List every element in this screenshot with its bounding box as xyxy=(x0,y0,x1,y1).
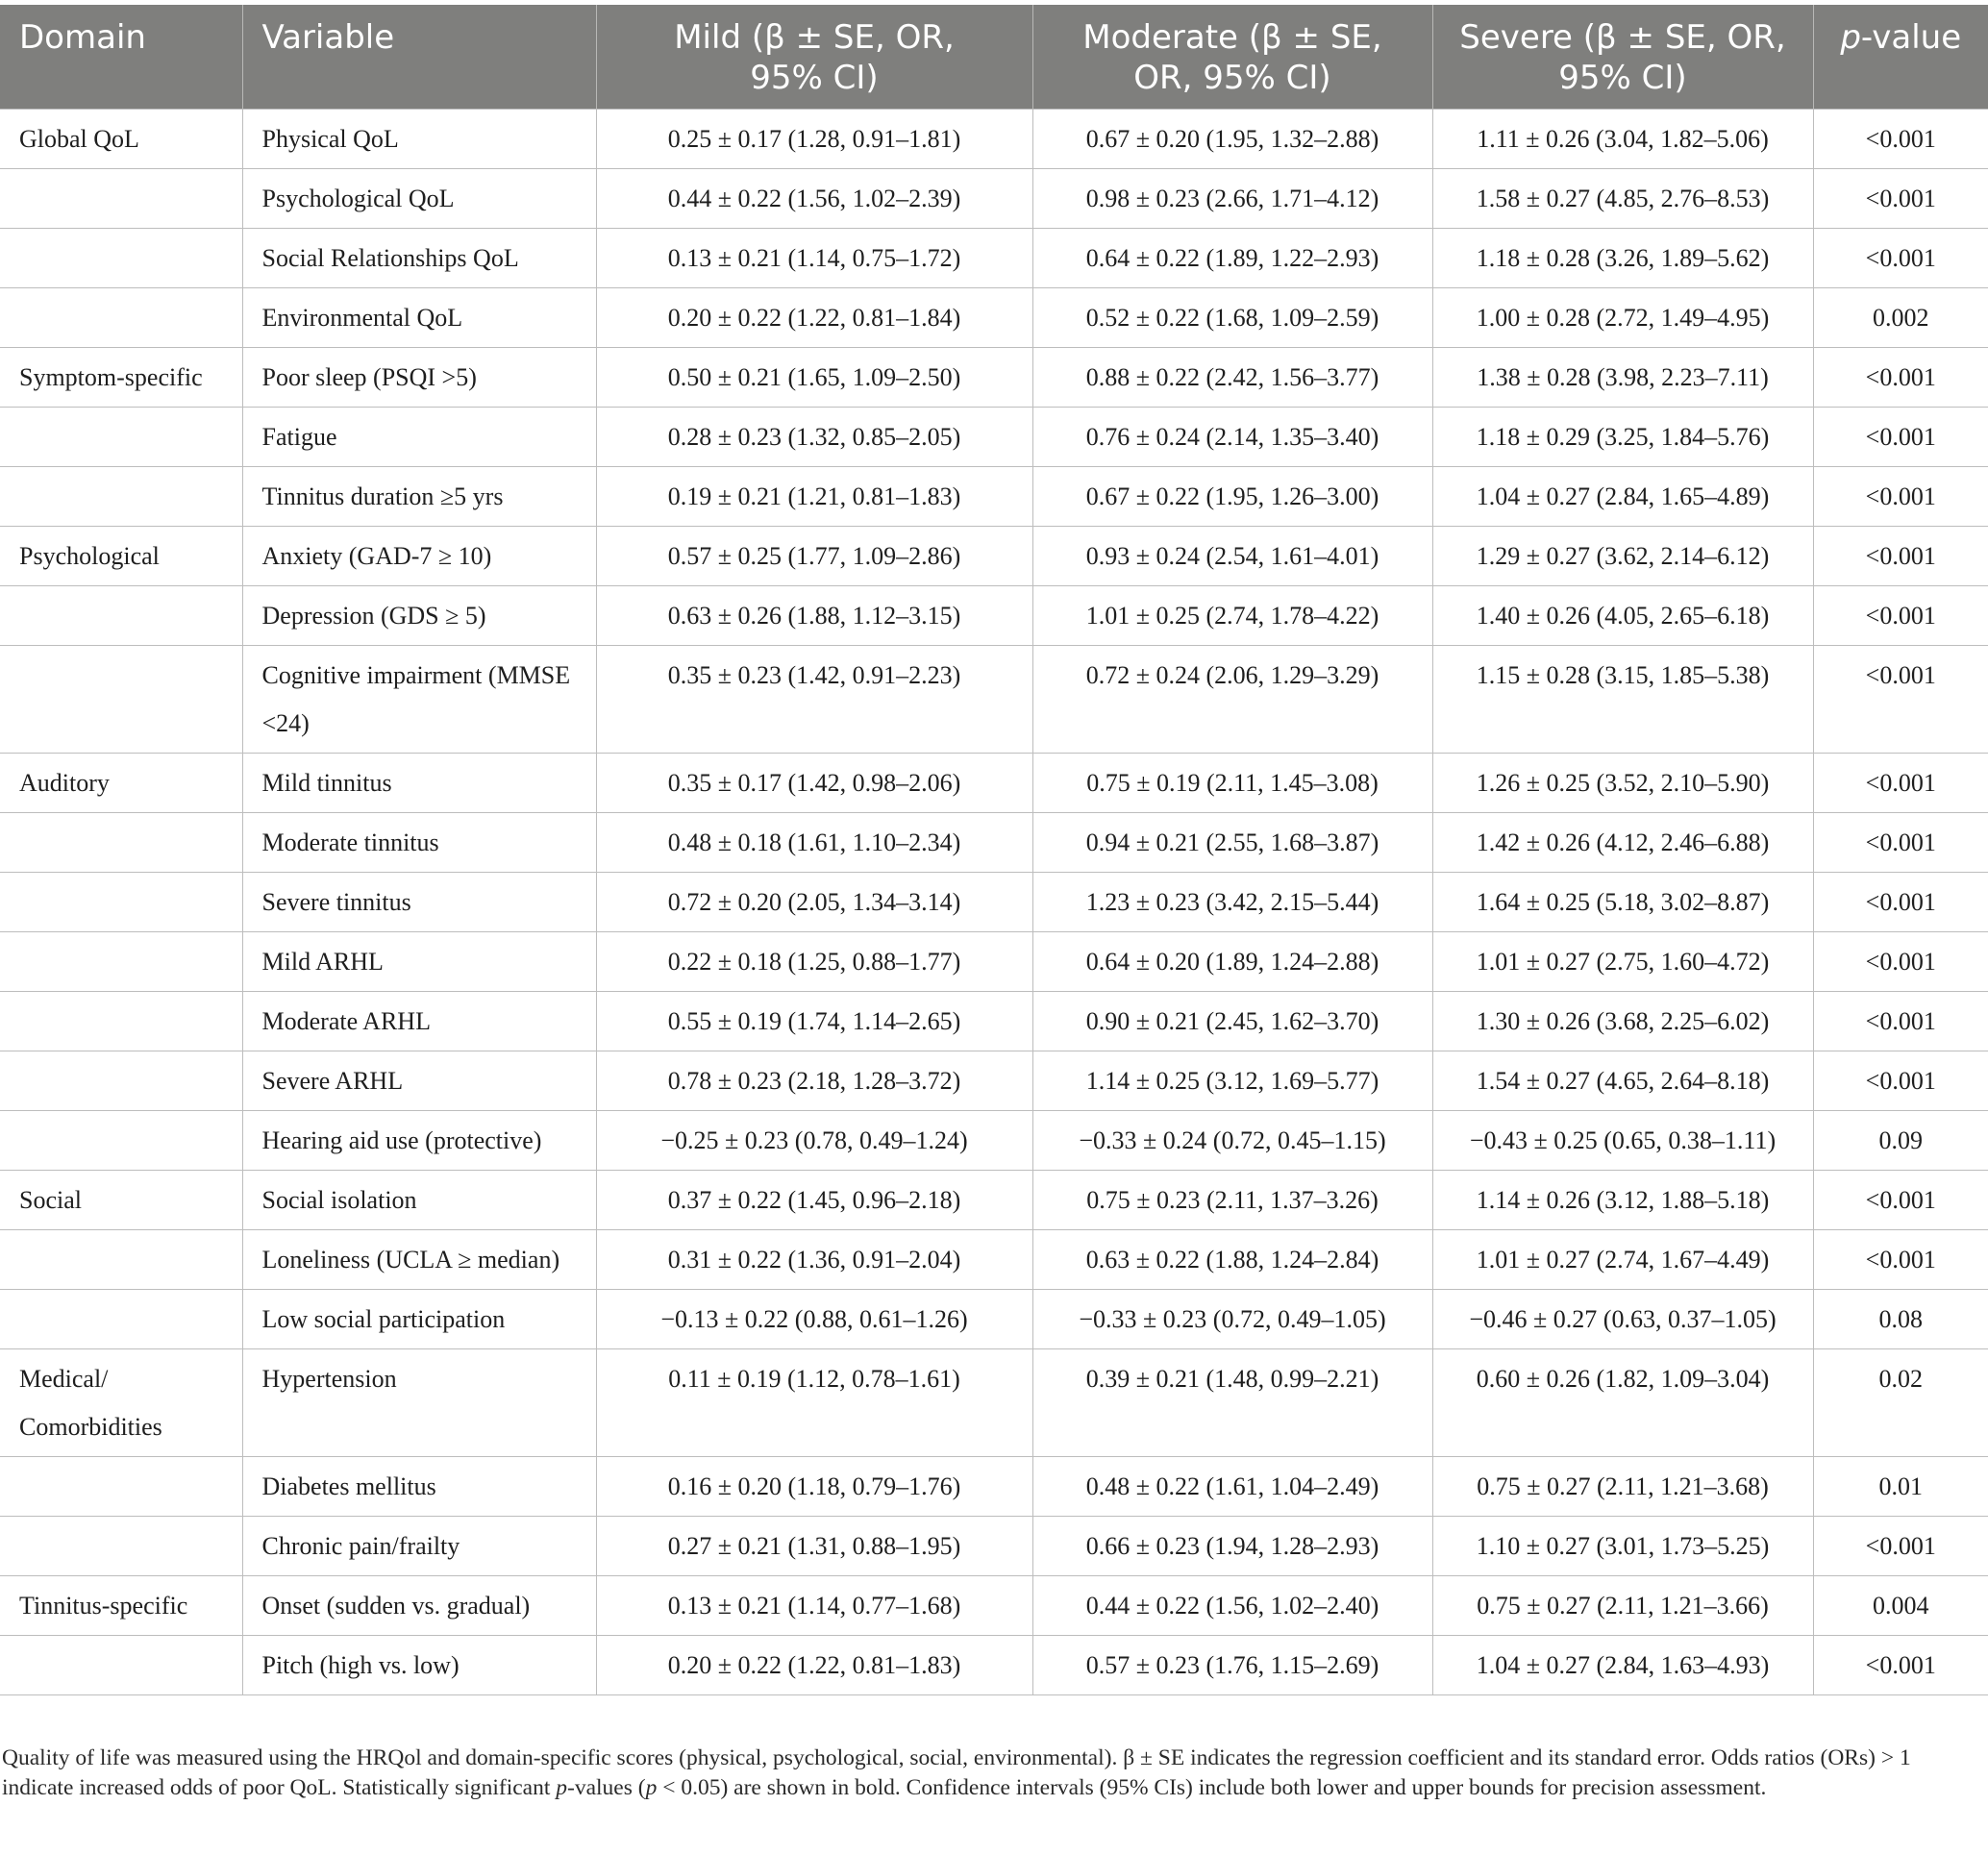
severe-cell: 1.10 ± 0.27 (3.01, 1.73–5.25) xyxy=(1432,1516,1813,1575)
moderate-cell: 0.94 ± 0.21 (2.55, 1.68–3.87) xyxy=(1032,812,1432,872)
p-value-cell: <0.001 xyxy=(1813,109,1988,168)
moderate-cell: 0.75 ± 0.23 (2.11, 1.37–3.26) xyxy=(1032,1170,1432,1229)
severe-cell: 1.18 ± 0.29 (3.25, 1.84–5.76) xyxy=(1432,407,1813,466)
mild-cell: 0.35 ± 0.23 (1.42, 0.91–2.23) xyxy=(596,645,1032,753)
moderate-cell: 1.23 ± 0.23 (3.42, 2.15–5.44) xyxy=(1032,872,1432,931)
moderate-cell: 0.44 ± 0.22 (1.56, 1.02–2.40) xyxy=(1032,1575,1432,1635)
p-value-cell: <0.001 xyxy=(1813,585,1988,645)
variable-cell: Moderate ARHL xyxy=(242,991,596,1051)
table-row xyxy=(0,1575,1988,1635)
severe-cell: 1.14 ± 0.26 (3.12, 1.88–5.18) xyxy=(1432,1170,1813,1229)
table-header-row xyxy=(0,5,1988,109)
domain-cell xyxy=(0,872,242,931)
table-row xyxy=(0,347,1988,407)
moderate-cell: 0.66 ± 0.23 (1.94, 1.28–2.93) xyxy=(1032,1516,1432,1575)
severe-cell: 1.01 ± 0.27 (2.74, 1.67–4.49) xyxy=(1432,1229,1813,1289)
severe-cell: 1.00 ± 0.28 (2.72, 1.49–4.95) xyxy=(1432,287,1813,347)
mild-cell: 0.28 ± 0.23 (1.32, 0.85–2.05) xyxy=(596,407,1032,466)
table-row xyxy=(0,1348,1988,1456)
table-row xyxy=(0,753,1988,812)
variable-cell: Anxiety (GAD-7 ≥ 10) xyxy=(242,526,596,585)
domain-cell xyxy=(0,931,242,991)
table-row xyxy=(0,109,1988,168)
header-moderate: Moderate (β ± SE, OR, 95% CI) xyxy=(1032,5,1432,109)
domain-cell: Global QoL xyxy=(0,109,242,168)
severe-cell: 1.64 ± 0.25 (5.18, 3.02–8.87) xyxy=(1432,872,1813,931)
severe-cell: 1.04 ± 0.27 (2.84, 1.63–4.93) xyxy=(1432,1635,1813,1694)
mild-cell: 0.44 ± 0.22 (1.56, 1.02–2.39) xyxy=(596,168,1032,228)
table-row xyxy=(0,931,1988,991)
domain-cell xyxy=(0,228,242,287)
domain-cell: Symptom-specific xyxy=(0,347,242,407)
variable-cell: Mild tinnitus xyxy=(242,753,596,812)
variable-cell: Severe tinnitus xyxy=(242,872,596,931)
p-value-cell: <0.001 xyxy=(1813,1516,1988,1575)
moderate-cell: 0.67 ± 0.22 (1.95, 1.26–3.00) xyxy=(1032,466,1432,526)
moderate-cell: 0.48 ± 0.22 (1.61, 1.04–2.49) xyxy=(1032,1456,1432,1516)
moderate-cell: 1.01 ± 0.25 (2.74, 1.78–4.22) xyxy=(1032,585,1432,645)
domain-cell: Tinnitus-specific xyxy=(0,1575,242,1635)
p-value-cell: <0.001 xyxy=(1813,526,1988,585)
variable-cell: Onset (sudden vs. gradual) xyxy=(242,1575,596,1635)
domain-cell xyxy=(0,585,242,645)
table-row xyxy=(0,407,1988,466)
variable-cell: Severe ARHL xyxy=(242,1051,596,1110)
table-row xyxy=(0,1051,1988,1110)
variable-cell: Physical QoL xyxy=(242,109,596,168)
p-value-cell: <0.001 xyxy=(1813,991,1988,1051)
table-body xyxy=(0,109,1988,1694)
p-value-cell: 0.002 xyxy=(1813,287,1988,347)
moderate-cell: 0.67 ± 0.20 (1.95, 1.32–2.88) xyxy=(1032,109,1432,168)
mild-cell: 0.25 ± 0.17 (1.28, 0.91–1.81) xyxy=(596,109,1032,168)
mild-cell: 0.22 ± 0.18 (1.25, 0.88–1.77) xyxy=(596,931,1032,991)
variable-cell: Pitch (high vs. low) xyxy=(242,1635,596,1694)
p-value-cell: <0.001 xyxy=(1813,931,1988,991)
mild-cell: 0.50 ± 0.21 (1.65, 1.09–2.50) xyxy=(596,347,1032,407)
table-row xyxy=(0,466,1988,526)
table-row xyxy=(0,287,1988,347)
mild-cell: 0.20 ± 0.22 (1.22, 0.81–1.83) xyxy=(596,1635,1032,1694)
domain-cell: Psychological xyxy=(0,526,242,585)
table-row xyxy=(0,1229,1988,1289)
severe-cell: −0.46 ± 0.27 (0.63, 0.37–1.05) xyxy=(1432,1289,1813,1348)
mild-cell: 0.16 ± 0.20 (1.18, 0.79–1.76) xyxy=(596,1456,1032,1516)
moderate-cell: 0.72 ± 0.24 (2.06, 1.29–3.29) xyxy=(1032,645,1432,753)
table-row xyxy=(0,645,1988,753)
p-value-cell: <0.001 xyxy=(1813,1051,1988,1110)
moderate-cell: 0.39 ± 0.21 (1.48, 0.99–2.21) xyxy=(1032,1348,1432,1456)
table-row xyxy=(0,1635,1988,1694)
domain-cell xyxy=(0,1516,242,1575)
domain-cell: Auditory xyxy=(0,753,242,812)
moderate-cell: 0.76 ± 0.24 (2.14, 1.35–3.40) xyxy=(1032,407,1432,466)
domain-cell: Social xyxy=(0,1170,242,1229)
mild-cell: 0.13 ± 0.21 (1.14, 0.77–1.68) xyxy=(596,1575,1032,1635)
mild-cell: 0.63 ± 0.26 (1.88, 1.12–3.15) xyxy=(596,585,1032,645)
severe-cell: 1.30 ± 0.26 (3.68, 2.25–6.02) xyxy=(1432,991,1813,1051)
variable-cell: Cognitive impairment (MMSE <24) xyxy=(242,645,596,753)
header-domain: Domain xyxy=(0,5,242,109)
mild-cell: 0.20 ± 0.22 (1.22, 0.81–1.84) xyxy=(596,287,1032,347)
moderate-cell: 0.52 ± 0.22 (1.68, 1.09–2.59) xyxy=(1032,287,1432,347)
variable-cell: Diabetes mellitus xyxy=(242,1456,596,1516)
severe-cell: 0.75 ± 0.27 (2.11, 1.21–3.68) xyxy=(1432,1456,1813,1516)
domain-cell xyxy=(0,1110,242,1170)
mild-cell: 0.13 ± 0.21 (1.14, 0.75–1.72) xyxy=(596,228,1032,287)
table-row xyxy=(0,1110,1988,1170)
moderate-cell: 0.90 ± 0.21 (2.45, 1.62–3.70) xyxy=(1032,991,1432,1051)
moderate-cell: 0.75 ± 0.19 (2.11, 1.45–3.08) xyxy=(1032,753,1432,812)
table-row xyxy=(0,526,1988,585)
header-variable: Variable xyxy=(242,5,596,109)
domain-cell xyxy=(0,1456,242,1516)
mild-cell: −0.13 ± 0.22 (0.88, 0.61–1.26) xyxy=(596,1289,1032,1348)
domain-cell xyxy=(0,1635,242,1694)
severe-cell: 1.04 ± 0.27 (2.84, 1.65–4.89) xyxy=(1432,466,1813,526)
domain-cell: Medical/ Comorbidities xyxy=(0,1348,242,1456)
table-row xyxy=(0,1456,1988,1516)
p-value-cell: 0.02 xyxy=(1813,1348,1988,1456)
mild-cell: 0.11 ± 0.19 (1.12, 0.78–1.61) xyxy=(596,1348,1032,1456)
mild-cell: 0.37 ± 0.22 (1.45, 0.96–2.18) xyxy=(596,1170,1032,1229)
p-value-cell: <0.001 xyxy=(1813,1229,1988,1289)
p-value-cell: 0.01 xyxy=(1813,1456,1988,1516)
variable-cell: Environmental QoL xyxy=(242,287,596,347)
severe-cell: −0.43 ± 0.25 (0.65, 0.38–1.11) xyxy=(1432,1110,1813,1170)
mild-cell: 0.78 ± 0.23 (2.18, 1.28–3.72) xyxy=(596,1051,1032,1110)
variable-cell: Poor sleep (PSQI >5) xyxy=(242,347,596,407)
domain-cell xyxy=(0,645,242,753)
table-row xyxy=(0,1516,1988,1575)
mild-cell: 0.55 ± 0.19 (1.74, 1.14–2.65) xyxy=(596,991,1032,1051)
p-value-cell: <0.001 xyxy=(1813,645,1988,753)
header-p-value: p-value xyxy=(1813,5,1988,109)
table-row xyxy=(0,812,1988,872)
p-value-cell: <0.001 xyxy=(1813,466,1988,526)
severe-cell: 1.18 ± 0.28 (3.26, 1.89–5.62) xyxy=(1432,228,1813,287)
results-table xyxy=(0,5,1988,1695)
severe-cell: 1.15 ± 0.28 (3.15, 1.85–5.38) xyxy=(1432,645,1813,753)
variable-cell: Mild ARHL xyxy=(242,931,596,991)
p-value-cell: <0.001 xyxy=(1813,228,1988,287)
table-footnote: Quality of life was measured using the HRQol and domain-specific scores (physical, psychological, social, environmental). β ± SE indicates the regression coefficient and its standard error. Odds ratios (ORs) > 1 indicate increased odds of poor QoL. Statistically significant p-values (p < 0.05) are shown in bold. Confidence intervals (95% CIs) include both lower and upper bounds for precision assessment. xyxy=(2,1745,1911,1800)
mild-cell: 0.72 ± 0.20 (2.05, 1.34–3.14) xyxy=(596,872,1032,931)
mild-cell: 0.48 ± 0.18 (1.61, 1.10–2.34) xyxy=(596,812,1032,872)
variable-cell: Hearing aid use (protective) xyxy=(242,1110,596,1170)
table-row xyxy=(0,168,1988,228)
domain-cell xyxy=(0,407,242,466)
moderate-cell: 0.98 ± 0.23 (2.66, 1.71–4.12) xyxy=(1032,168,1432,228)
severe-cell: 1.11 ± 0.26 (3.04, 1.82–5.06) xyxy=(1432,109,1813,168)
variable-cell: Psychological QoL xyxy=(242,168,596,228)
variable-cell: Depression (GDS ≥ 5) xyxy=(242,585,596,645)
domain-cell xyxy=(0,1051,242,1110)
mild-cell: 0.35 ± 0.17 (1.42, 0.98–2.06) xyxy=(596,753,1032,812)
table-row xyxy=(0,585,1988,645)
p-value-cell: <0.001 xyxy=(1813,812,1988,872)
p-value-cell: <0.001 xyxy=(1813,407,1988,466)
variable-cell: Low social participation xyxy=(242,1289,596,1348)
p-value-cell: <0.001 xyxy=(1813,1170,1988,1229)
severe-cell: 1.58 ± 0.27 (4.85, 2.76–8.53) xyxy=(1432,168,1813,228)
variable-cell: Chronic pain/frailty xyxy=(242,1516,596,1575)
severe-cell: 1.01 ± 0.27 (2.75, 1.60–4.72) xyxy=(1432,931,1813,991)
domain-cell xyxy=(0,812,242,872)
p-value-cell: <0.001 xyxy=(1813,347,1988,407)
domain-cell xyxy=(0,1229,242,1289)
variable-cell: Loneliness (UCLA ≥ median) xyxy=(242,1229,596,1289)
variable-cell: Hypertension xyxy=(242,1348,596,1456)
table-row xyxy=(0,1170,1988,1229)
p-value-cell: <0.001 xyxy=(1813,168,1988,228)
severe-cell: 1.40 ± 0.26 (4.05, 2.65–6.18) xyxy=(1432,585,1813,645)
table-row xyxy=(0,872,1988,931)
moderate-cell: 1.14 ± 0.25 (3.12, 1.69–5.77) xyxy=(1032,1051,1432,1110)
p-value-cell: <0.001 xyxy=(1813,872,1988,931)
mild-cell: 0.27 ± 0.21 (1.31, 0.88–1.95) xyxy=(596,1516,1032,1575)
variable-cell: Social isolation xyxy=(242,1170,596,1229)
severe-cell: 0.60 ± 0.26 (1.82, 1.09–3.04) xyxy=(1432,1348,1813,1456)
domain-cell xyxy=(0,287,242,347)
moderate-cell: 0.63 ± 0.22 (1.88, 1.24–2.84) xyxy=(1032,1229,1432,1289)
table-row xyxy=(0,991,1988,1051)
mild-cell: 0.19 ± 0.21 (1.21, 0.81–1.83) xyxy=(596,466,1032,526)
severe-cell: 0.75 ± 0.27 (2.11, 1.21–3.66) xyxy=(1432,1575,1813,1635)
severe-cell: 1.38 ± 0.28 (3.98, 2.23–7.11) xyxy=(1432,347,1813,407)
severe-cell: 1.54 ± 0.27 (4.65, 2.64–8.18) xyxy=(1432,1051,1813,1110)
domain-cell xyxy=(0,168,242,228)
mild-cell: 0.31 ± 0.22 (1.36, 0.91–2.04) xyxy=(596,1229,1032,1289)
variable-cell: Fatigue xyxy=(242,407,596,466)
p-value-cell: 0.09 xyxy=(1813,1110,1988,1170)
header-mild: Mild (β ± SE, OR, 95% CI) xyxy=(596,5,1032,109)
moderate-cell: 0.64 ± 0.20 (1.89, 1.24–2.88) xyxy=(1032,931,1432,991)
moderate-cell: 0.93 ± 0.24 (2.54, 1.61–4.01) xyxy=(1032,526,1432,585)
severe-cell: 1.29 ± 0.27 (3.62, 2.14–6.12) xyxy=(1432,526,1813,585)
moderate-cell: −0.33 ± 0.23 (0.72, 0.49–1.05) xyxy=(1032,1289,1432,1348)
table-row xyxy=(0,228,1988,287)
moderate-cell: 0.88 ± 0.22 (2.42, 1.56–3.77) xyxy=(1032,347,1432,407)
table-row xyxy=(0,1289,1988,1348)
header-severe: Severe (β ± SE, OR, 95% CI) xyxy=(1432,5,1813,109)
variable-cell: Moderate tinnitus xyxy=(242,812,596,872)
severe-cell: 1.42 ± 0.26 (4.12, 2.46–6.88) xyxy=(1432,812,1813,872)
severe-cell: 1.26 ± 0.25 (3.52, 2.10–5.90) xyxy=(1432,753,1813,812)
p-value-cell: 0.004 xyxy=(1813,1575,1988,1635)
domain-cell xyxy=(0,1289,242,1348)
variable-cell: Tinnitus duration ≥5 yrs xyxy=(242,466,596,526)
mild-cell: −0.25 ± 0.23 (0.78, 0.49–1.24) xyxy=(596,1110,1032,1170)
variable-cell: Social Relationships QoL xyxy=(242,228,596,287)
mild-cell: 0.57 ± 0.25 (1.77, 1.09–2.86) xyxy=(596,526,1032,585)
moderate-cell: 0.64 ± 0.22 (1.89, 1.22–2.93) xyxy=(1032,228,1432,287)
p-value-cell: 0.08 xyxy=(1813,1289,1988,1348)
moderate-cell: −0.33 ± 0.24 (0.72, 0.45–1.15) xyxy=(1032,1110,1432,1170)
domain-cell xyxy=(0,991,242,1051)
p-value-cell: <0.001 xyxy=(1813,1635,1988,1694)
domain-cell xyxy=(0,466,242,526)
moderate-cell: 0.57 ± 0.23 (1.76, 1.15–2.69) xyxy=(1032,1635,1432,1694)
p-value-cell: <0.001 xyxy=(1813,753,1988,812)
